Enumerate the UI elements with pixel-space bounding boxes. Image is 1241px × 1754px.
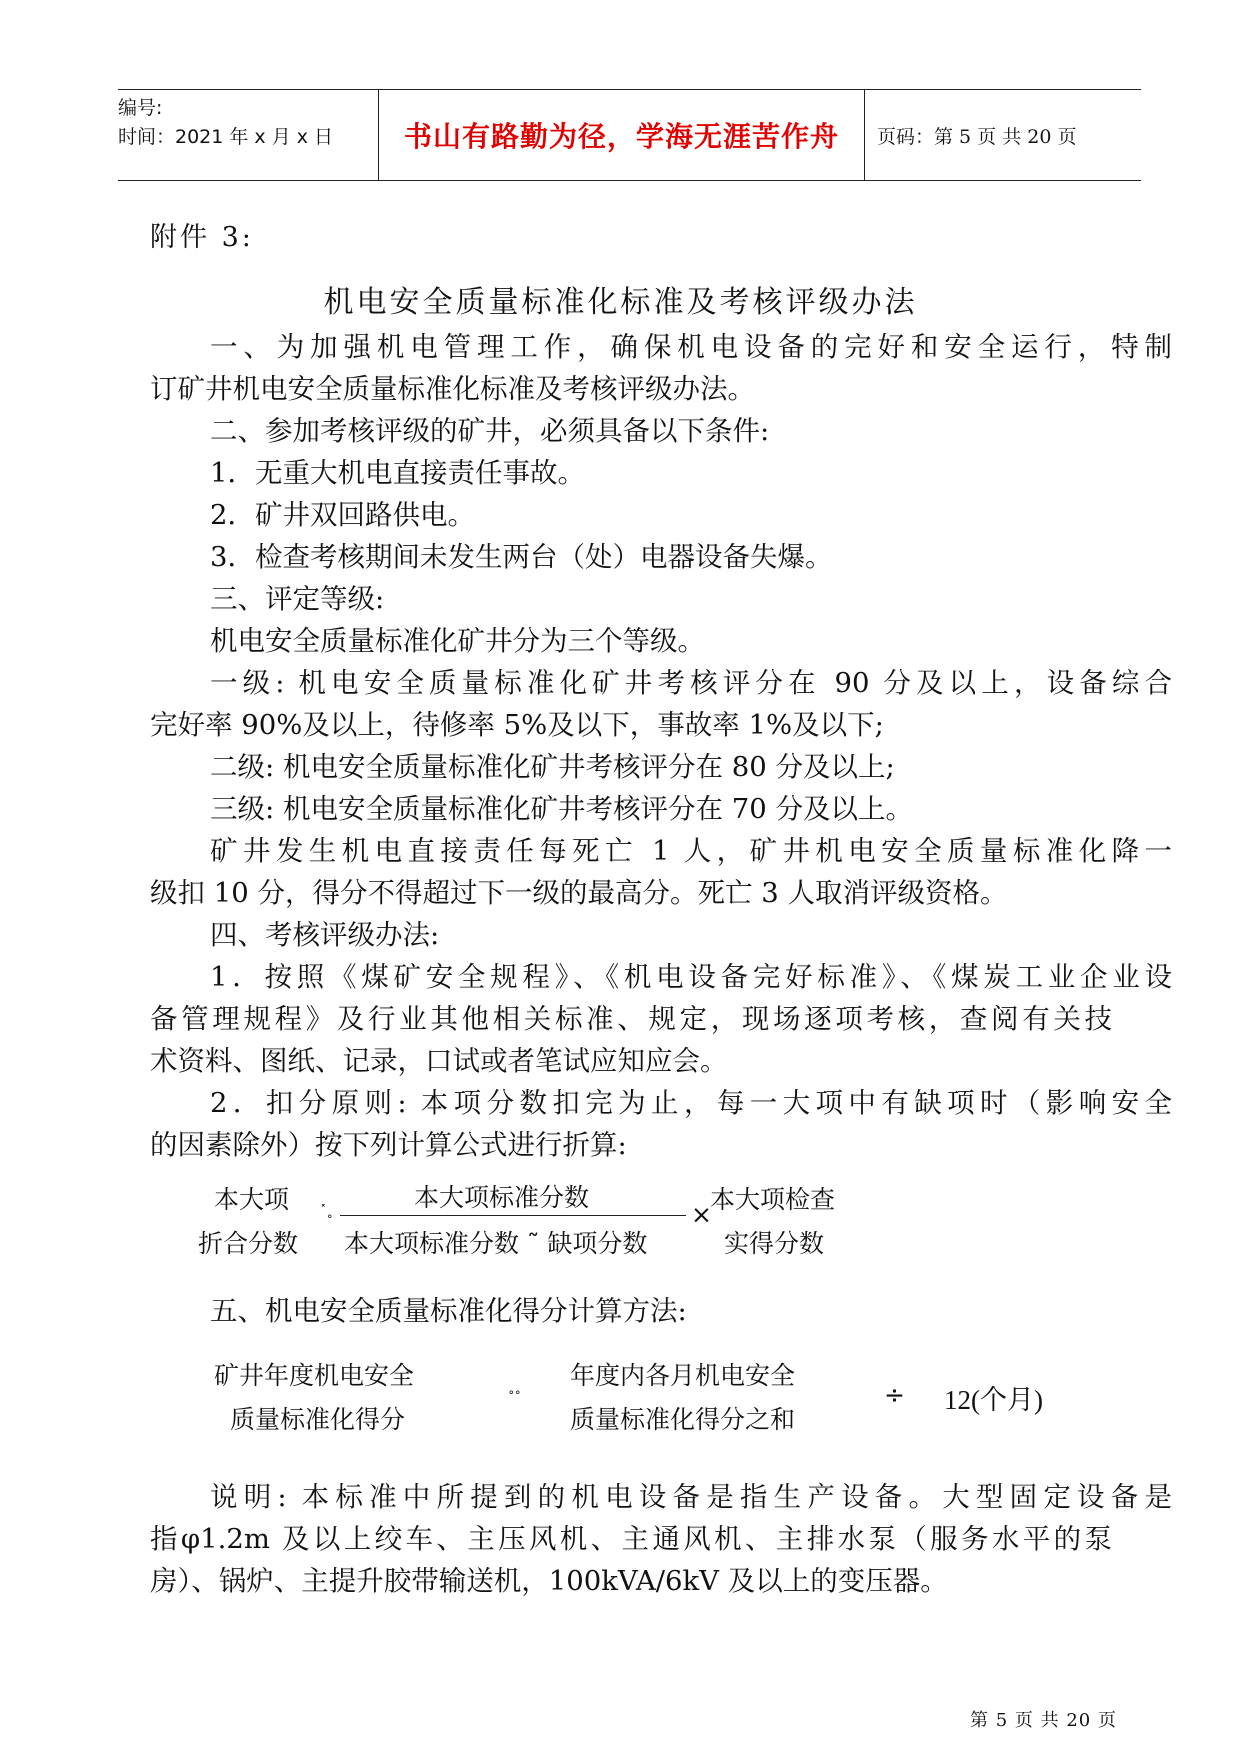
header-motto: 书山有路勤为径，学海无涯苦作舟 [378, 90, 865, 180]
section-heading: 二、参加考核评级的矿井，必须具备以下条件: [210, 415, 770, 447]
paragraph: 矿井发生机电直接责任每死亡 1 人，矿井机电安全质量标准化降一 [210, 835, 1172, 867]
page-header [118, 89, 1141, 181]
paragraph: 2．扣分原则: 本项分数扣完为止，每一大项中有缺项时（影响安全 [210, 1087, 1172, 1119]
list-item: 3．检查考核期间未发生两台（处）电器设备失爆。 [210, 541, 833, 573]
formula-2-left-top: 矿井年度机电安全 [214, 1361, 415, 1390]
paragraph: 术资料、图纸、记录，口试或者笔试应知应会。 [150, 1045, 728, 1077]
annex-label: 附件 3: [150, 222, 254, 253]
paragraph: 级扣 10 分，得分不得超过下一级的最高分。死亡 3 人取消评级资格。 [150, 877, 1008, 909]
header-meta [118, 90, 378, 180]
formula-1-equals: ˟˳ [320, 1204, 333, 1219]
list-item: 1．无重大机电直接责任事故。 [210, 457, 585, 489]
header-page: 页码：第 5 页 共 20 页 [877, 125, 1077, 148]
note-paragraph: 房）、锅炉、主提升胶带输送机，100kVA/6kV 及以上的变压器。 [150, 1565, 948, 1597]
formula-1-times: × [691, 1200, 712, 1229]
paragraph: 一级: 机电安全质量标准化矿井考核评分在 90 分及以上，设备综合 [210, 667, 1172, 699]
page-footer: 第 5 页 共 20 页 [970, 1710, 1117, 1731]
formula-1-left-top: 本大项 [214, 1185, 290, 1214]
paragraph: 一、为加强机电管理工作，确保机电设备的完好和安全运行，特制 [210, 331, 1172, 363]
header-number: 编号: [118, 97, 163, 119]
document-title: 机电安全质量标准化标准及考核评级办法 [323, 285, 918, 320]
note-paragraph: 指φ1.2m 及以上绞车、主压风机、主通风机、主排水泵（服务水平的泵 [150, 1523, 1112, 1555]
formula-2-mid-bottom: 质量标准化得分之和 [570, 1405, 796, 1434]
paragraph: 二级: 机电安全质量标准化矿井考核评分在 80 分及以上; [210, 751, 895, 783]
paragraph: 的因素除外）按下列计算公式进行折算: [150, 1129, 627, 1161]
fraction-bar [340, 1215, 686, 1216]
list-item: 2．矿井双回路供电。 [210, 499, 475, 531]
section-heading: 四、考核评级办法: [210, 919, 440, 951]
formula-1-denominator: 本大项标准分数 ˜ 缺项分数 [344, 1229, 648, 1258]
paragraph: 订矿井机电安全质量标准化标准及考核评级办法。 [150, 373, 755, 405]
formula-1-right-bottom: 实得分数 [724, 1229, 825, 1258]
formula-1-numerator: 本大项标准分数 [414, 1183, 590, 1212]
paragraph: 备管理规程》及行业其他相关标准、规定，现场逐项考核，查阅有关技 [150, 1003, 1112, 1035]
paragraph: 1．按照《煤矿安全规程》、《机电设备完好标准》、《煤炭工业企业设 [210, 961, 1172, 993]
paragraph: 三级: 机电安全质量标准化矿井考核评分在 70 分及以上。 [210, 793, 913, 825]
formula-2-divide: ÷ [884, 1380, 905, 1409]
formula-2-left-bottom: 质量标准化得分 [230, 1405, 406, 1434]
section-heading: 五、机电安全质量标准化得分计算方法: [210, 1295, 687, 1327]
note-paragraph: 说明: 本标准中所提到的机电设备是指生产设备。大型固定设备是 [210, 1481, 1172, 1513]
header-time: 时间：2021 年 x 月 x 日 [118, 126, 334, 148]
formula-2-equals: ˳˳ [508, 1380, 521, 1395]
formula-2-right: 12(个月) [944, 1385, 1043, 1415]
formula-1-right-top: 本大项检查 [710, 1185, 836, 1214]
paragraph: 机电安全质量标准化矿井分为三个等级。 [210, 625, 705, 657]
paragraph: 完好率 90%及以上，待修率 5%及以下，事故率 1%及以下; [150, 709, 884, 741]
formula-2-mid-top: 年度内各月机电安全 [570, 1361, 796, 1390]
formula-1-left-bottom: 折合分数 [198, 1229, 299, 1258]
section-heading: 三、评定等级: [210, 583, 385, 615]
